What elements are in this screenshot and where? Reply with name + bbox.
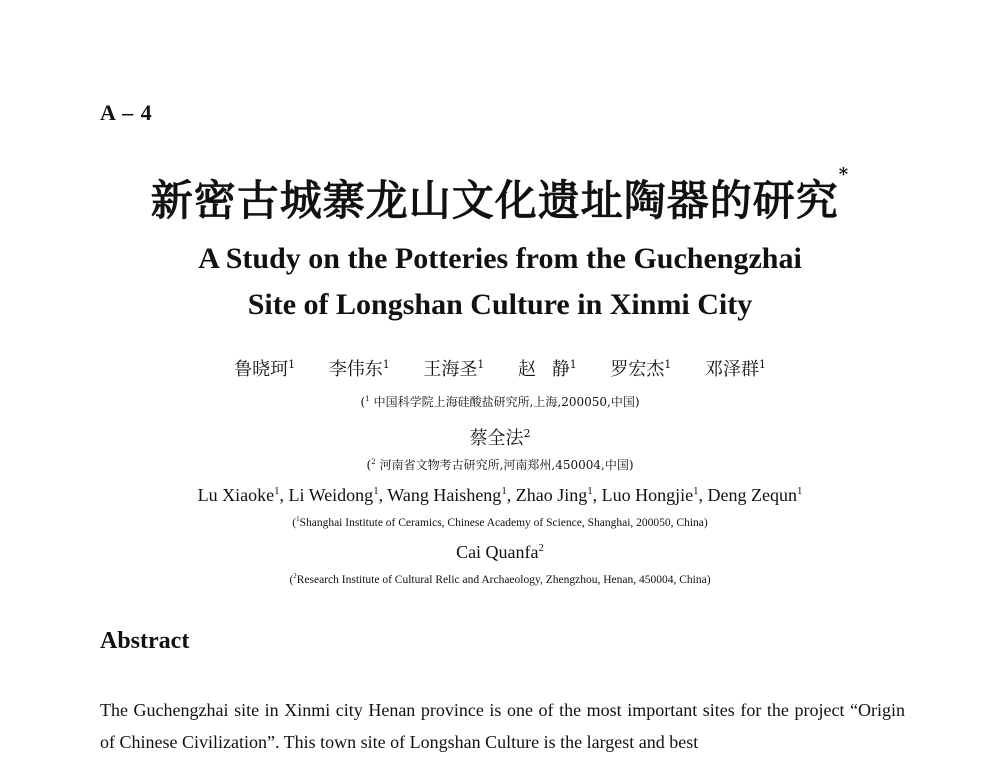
chinese-affiliation-1: ($^1$ 中国科学院上海硅酸盐研究所,上海,200050,中国): [360, 394, 640, 409]
cn-author: 罗宏杰$^1$: [610, 358, 672, 380]
chinese-second-author: 蔡全法$^2$: [469, 427, 531, 449]
english-second-author: Cai Quanfa$^2$: [456, 542, 544, 562]
english-affiliation-2: ($^2$Research Institute of Cultural Relic and Archaeology, Zhengzhou, Henan, 450004, China): [289, 573, 711, 586]
en-author: Lu Xiaoke$^1$: [197, 485, 280, 505]
en-author: Luo Hongjie$^1$: [601, 485, 699, 505]
english-affiliation-1: ($^1$Shanghai Institute of Ceramics, Chinese Academy of Science, Shanghai, 200050, China): [292, 516, 708, 529]
chinese-title-text: 新密古城寨龙山文化遗址陶器的研究: [150, 176, 839, 225]
english-title-line-1: A Study on the Potteries from the Guchengzhai: [198, 242, 802, 275]
chinese-affiliation-2: ($^2$ 河南省文物考古研究所,河南郑州,450004,中国): [366, 457, 634, 472]
en-author: Li Weidong$^1$: [288, 485, 379, 505]
en-author: Wang Haisheng$^1$: [387, 485, 507, 505]
english-title-line-2: Site of Longshan Culture in Xinmi City: [247, 288, 753, 321]
abstract-body: The Guchengzhai site in Xinmi city Henan province is one of the most important sites for the project “Origin of Chinese Civilization”. This town site of Longshan Culture is the largest and best: [100, 700, 905, 752]
cn-author: 李伟东$^1$: [328, 358, 390, 380]
chinese-title: [0, 164, 1000, 228]
english-author-list: Lu Xiaoke$^1$, Li Weidong$^1$, Wang Haisheng$^1$, Zhao Jing$^1$, Luo Hongjie$^1$, Deng Zequn$^1$: [197, 485, 803, 505]
title-footnote-mark: *: [838, 164, 850, 185]
chinese-author-list: [0, 355, 1000, 381]
abstract-heading: Abstract: [100, 628, 190, 654]
english-title: [0, 236, 1000, 328]
cn-author: 鲁晓珂$^1$: [234, 358, 296, 380]
section-code: A – 4: [100, 100, 153, 125]
cn-author: 邓泽群$^1$: [704, 358, 766, 380]
en-author: Zhao Jing$^1$: [515, 485, 593, 505]
en-author: Deng Zequn$^1$: [707, 485, 803, 505]
cn-author: 赵 静$^1$: [518, 358, 577, 380]
cn-author: 王海圣$^1$: [423, 358, 485, 380]
